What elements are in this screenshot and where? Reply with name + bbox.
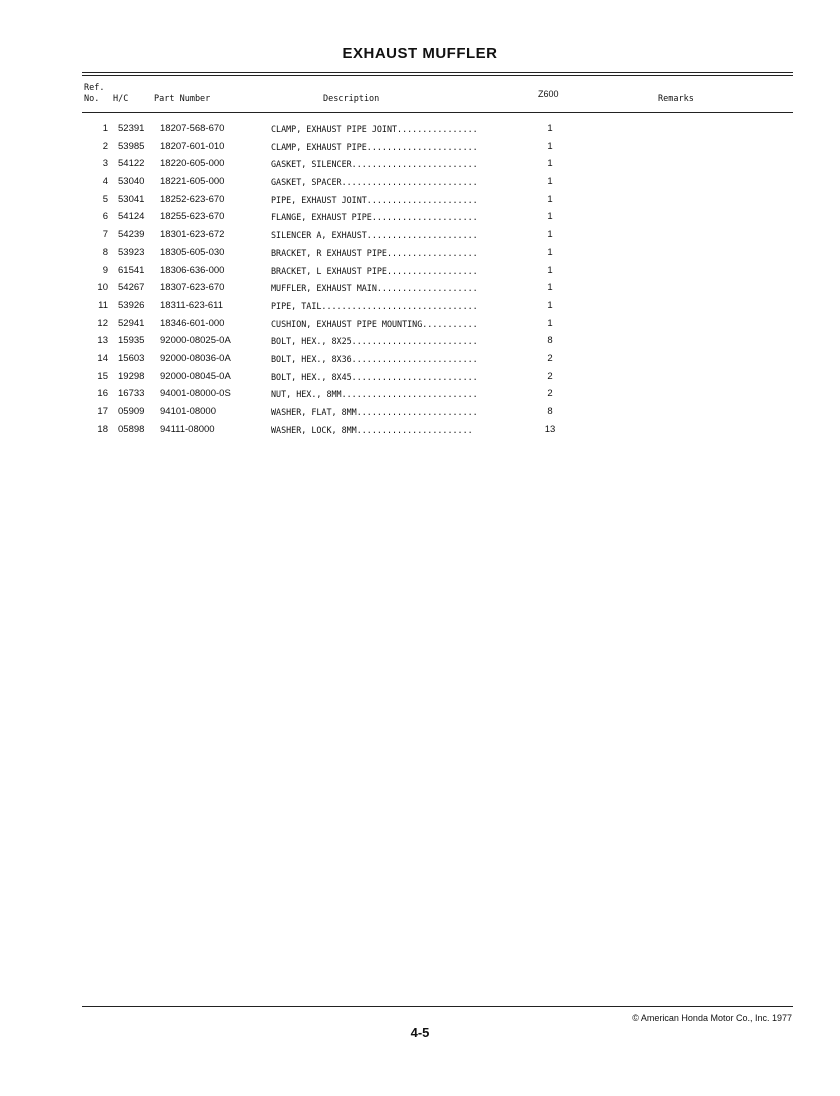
quantity: 1 xyxy=(547,211,553,223)
quantity: 1 xyxy=(547,246,553,258)
ref-no: 18 xyxy=(97,423,108,435)
table-row xyxy=(0,174,840,192)
quantity: 1 xyxy=(547,317,553,329)
part-number: 18307-623-670 xyxy=(160,282,225,294)
ref-no: 12 xyxy=(97,317,108,329)
part-number: 18207-601-010 xyxy=(160,140,225,152)
page-number: 4-5 xyxy=(410,1025,430,1040)
description: SILENCER A, EXHAUST...................... xyxy=(271,230,478,241)
ref-no: 11 xyxy=(98,299,108,311)
quantity: 1 xyxy=(547,123,553,134)
part-number: 18311-623-611 xyxy=(160,299,224,311)
table-row xyxy=(0,351,840,369)
table-row xyxy=(0,121,840,139)
ref-no: 16 xyxy=(97,388,108,400)
ref-no: 10 xyxy=(97,282,108,294)
description: GASKET, SPACER........................... xyxy=(271,177,478,188)
part-number: 92000-08025-0A xyxy=(160,335,231,347)
header-top-rule-2 xyxy=(82,75,793,76)
quantity: 13 xyxy=(544,423,556,435)
ref-no: 1 xyxy=(102,123,108,134)
description: MUFFLER, EXHAUST MAIN.................... xyxy=(271,283,478,294)
quantity: 2 xyxy=(547,370,553,382)
ref-no: 14 xyxy=(97,352,108,364)
ref-no: 3 xyxy=(102,158,108,170)
hc-code: 52941 xyxy=(118,317,145,329)
hc-code: 15935 xyxy=(118,335,145,347)
hc-code: 19298 xyxy=(118,370,145,382)
description: GASKET, SILENCER......................... xyxy=(271,159,478,170)
quantity: 1 xyxy=(547,176,553,188)
table-row xyxy=(0,263,840,281)
quantity: 8 xyxy=(547,335,553,347)
description: WASHER, FLAT, 8MM........................ xyxy=(271,407,478,417)
header-hc-label: H/C xyxy=(113,94,129,104)
header-top-rule xyxy=(82,72,793,73)
header-no-label: No. xyxy=(84,94,100,104)
description: CLAMP, EXHAUST PIPE...................... xyxy=(271,141,478,152)
table-row xyxy=(0,280,840,298)
part-number: 18252-623-670 xyxy=(160,193,225,205)
quantity: 2 xyxy=(547,352,553,364)
description: FLANGE, EXHAUST PIPE..................... xyxy=(271,212,478,223)
ref-no: 4 xyxy=(102,176,108,188)
part-number: 18301-623-672 xyxy=(160,229,225,241)
description: BRACKET, L EXHAUST PIPE.................. xyxy=(271,265,478,276)
quantity: 1 xyxy=(547,229,553,241)
part-number: 94001-08000-0S xyxy=(160,388,231,400)
page-title: EXHAUST MUFFLER xyxy=(342,45,498,62)
hc-code: 53985 xyxy=(118,140,145,152)
table-row xyxy=(0,139,840,157)
ref-no: 5 xyxy=(102,193,108,205)
description: BOLT, HEX., 8X25......................... xyxy=(271,336,478,347)
description: BOLT, HEX., 8X36......................... xyxy=(271,353,478,364)
table-row xyxy=(0,298,840,316)
quantity: 1 xyxy=(547,299,553,311)
quantity: 1 xyxy=(547,193,553,205)
hc-code: 16733 xyxy=(118,388,145,400)
ref-no: 6 xyxy=(102,211,108,223)
table-row xyxy=(0,369,840,387)
hc-code: 05898 xyxy=(118,423,145,435)
part-number: 94101-08000 xyxy=(160,406,216,417)
header-bottom-rule xyxy=(82,112,793,113)
description: NUT, HEX., 8MM........................... xyxy=(271,389,478,400)
description: BRACKET, R EXHAUST PIPE.................. xyxy=(271,247,478,258)
part-number: 18220-605-000 xyxy=(160,158,225,170)
quantity: 1 xyxy=(547,158,553,170)
table-row xyxy=(0,333,840,351)
hc-code: 53923 xyxy=(118,246,145,258)
hc-code: 53041 xyxy=(118,193,145,205)
hc-code: 54267 xyxy=(118,282,145,294)
table-row xyxy=(0,227,840,245)
footer-rule xyxy=(82,1006,793,1007)
description: CLAMP, EXHAUST PIPE JOINT................ xyxy=(271,124,478,134)
quantity: 8 xyxy=(547,406,553,417)
header-part-number-label: Part Number xyxy=(154,94,211,104)
ref-no: 13 xyxy=(97,335,108,347)
description: PIPE, EXHAUST JOINT...................... xyxy=(271,194,478,205)
description: PIPE, TAIL............................... xyxy=(271,300,478,311)
table-row xyxy=(0,245,840,263)
quantity: 2 xyxy=(547,388,553,400)
quantity: 1 xyxy=(547,282,553,294)
table-row xyxy=(0,156,840,174)
ref-no: 15 xyxy=(97,370,108,382)
description: WASHER, LOCK, 8MM....................... xyxy=(271,424,473,435)
part-number: 18305-605-030 xyxy=(160,246,225,258)
ref-no: 9 xyxy=(102,264,108,276)
table-row xyxy=(0,386,840,404)
hc-code: 53926 xyxy=(118,299,145,311)
ref-no: 7 xyxy=(102,229,108,241)
quantity: 1 xyxy=(547,264,553,276)
hc-code: 54124 xyxy=(118,211,145,223)
part-number: 92000-08036-0A xyxy=(160,352,231,364)
table-row xyxy=(0,209,840,227)
description: CUSHION, EXHAUST PIPE MOUNTING........... xyxy=(271,318,478,329)
ref-no: 2 xyxy=(102,140,108,152)
hc-code: 61541 xyxy=(118,264,145,276)
hc-code: 15603 xyxy=(118,352,145,364)
part-number: 94111-08000 xyxy=(160,423,215,435)
header-ref-label: Ref. xyxy=(84,83,105,93)
hc-code: 54239 xyxy=(118,229,145,241)
table-row xyxy=(0,192,840,210)
hc-code: 53040 xyxy=(118,176,145,188)
header-model-label: Z600 xyxy=(538,89,559,99)
ref-no: 8 xyxy=(102,246,108,258)
part-number: 18346-601-000 xyxy=(160,317,225,329)
header-description-label: Description xyxy=(323,94,380,104)
parts-table xyxy=(0,121,840,439)
hc-code: 05909 xyxy=(118,406,145,417)
table-row xyxy=(0,422,840,440)
ref-no: 17 xyxy=(97,406,108,417)
part-number: 18255-623-670 xyxy=(160,211,225,223)
hc-code: 52391 xyxy=(118,123,145,134)
hc-code: 54122 xyxy=(118,158,145,170)
description: BOLT, HEX., 8X45......................... xyxy=(271,371,478,382)
copyright-notice: © American Honda Motor Co., Inc. 1977 xyxy=(632,1013,792,1023)
part-number: 18207-568-670 xyxy=(160,123,225,134)
header-remarks-label: Remarks xyxy=(658,94,694,104)
part-number: 18306-636-000 xyxy=(160,264,225,276)
table-row xyxy=(0,316,840,334)
part-number: 92000-08045-0A xyxy=(160,370,231,382)
table-row xyxy=(0,404,840,422)
quantity: 1 xyxy=(547,140,553,152)
part-number: 18221-605-000 xyxy=(160,176,225,188)
